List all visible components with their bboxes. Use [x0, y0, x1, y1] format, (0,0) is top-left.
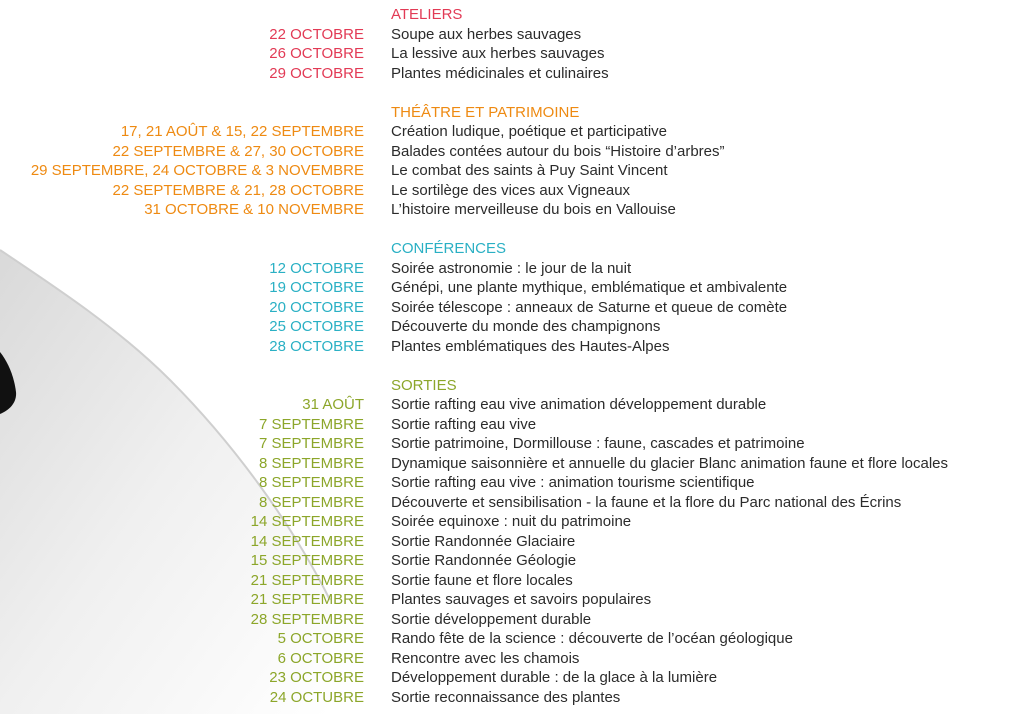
section-sorties: [0, 376, 1024, 708]
event-row: [0, 688, 1024, 708]
event-label: Sortie rafting eau vive : animation tourisme scientifique: [391, 474, 755, 491]
event-date: 15 SEPTEMBRE: [250, 552, 364, 569]
event-row: [0, 434, 1024, 454]
event-date: 28 SEPTEMBRE: [250, 610, 364, 628]
column-gap: [364, 64, 391, 84]
event-date: 29 SEPTEMBRE, 24 OCTOBRE & 3 NOVEMBRE: [30, 162, 364, 179]
event-date: 17, 21 AOÛT & 15, 22 SEPTEMBRE: [120, 123, 364, 140]
event-label: Soupe aux herbes sauvages: [391, 25, 582, 43]
column-gap: [364, 181, 391, 201]
event-label: Sortie Randonnée Géologie: [391, 552, 577, 569]
event-row: [0, 629, 1024, 649]
event-date: 29 OCTOBRE: [269, 64, 364, 82]
column-gap: [364, 454, 391, 474]
event-row: [0, 181, 1024, 201]
section-heading: ATELIERS: [391, 6, 463, 23]
event-row: [0, 493, 1024, 513]
column-gap: [364, 142, 391, 162]
column-gap: [364, 44, 391, 64]
column-gap: [364, 571, 391, 591]
event-label: Sortie rafting eau vive: [391, 415, 537, 433]
event-date: 22 SEPTEMBRE & 27, 30 OCTOBRE: [112, 142, 364, 160]
column-gap: [364, 200, 391, 220]
event-row: [0, 571, 1024, 591]
event-row: [0, 454, 1024, 474]
column-gap: [364, 259, 391, 279]
event-date: 12 OCTOBRE: [269, 259, 364, 277]
column-gap: [364, 493, 391, 513]
event-label: Sortie Randonnée Glaciaire: [391, 532, 576, 550]
event-date: 19 OCTOBRE: [269, 279, 364, 296]
event-label: Balades contées autour du bois “Histoire d’arbres”: [391, 142, 725, 160]
section-heading: SORTIES: [391, 376, 457, 394]
event-row: [0, 551, 1024, 571]
event-date: 20 OCTOBRE: [269, 298, 364, 316]
event-label: Le sortilège des vices aux Vigneaux: [391, 181, 631, 199]
event-label: L’histoire merveilleuse du bois en Vallouise: [391, 201, 676, 218]
section-theatre: [0, 103, 1024, 220]
section-heading: CONFÉRENCES: [391, 240, 507, 257]
column-gap: [364, 415, 391, 435]
event-row: [0, 649, 1024, 669]
event-date: 24 OCTUBRE: [269, 688, 364, 706]
column-gap: [364, 337, 391, 357]
event-date: 7 SEPTEMBRE: [258, 435, 364, 452]
event-label: La lessive aux herbes sauvages: [391, 45, 605, 62]
event-date: 8 SEPTEMBRE: [258, 493, 364, 511]
event-row: [0, 200, 1024, 220]
event-row: [0, 64, 1024, 84]
event-label: Le combat des saints à Puy Saint Vincent: [391, 162, 668, 179]
column-gap: [364, 317, 391, 337]
event-row: [0, 337, 1024, 357]
event-row: [0, 532, 1024, 552]
column-gap: [364, 610, 391, 630]
event-label: Rencontre avec les chamois: [391, 649, 580, 667]
event-label: Découverte et sensibilisation - la faune et la flore du Parc national des Écrins: [391, 493, 902, 511]
event-date: 5 OCTOBRE: [277, 630, 364, 647]
column-gap: [364, 688, 391, 708]
event-date: 31 OCTOBRE & 10 NOVEMBRE: [144, 201, 364, 218]
event-row: [0, 259, 1024, 279]
column-gap: [364, 122, 391, 142]
event-program: [0, 5, 1024, 727]
event-label: Soirée astronomie : le jour de la nuit: [391, 259, 632, 277]
column-gap: [364, 161, 391, 181]
column-gap: [364, 434, 391, 454]
event-row: [0, 512, 1024, 532]
event-row: [0, 610, 1024, 630]
event-label: Sortie patrimoine, Dormillouse : faune, cascades et patrimoine: [391, 435, 805, 452]
event-date: 23 OCTOBRE: [269, 669, 364, 686]
event-row: [0, 415, 1024, 435]
event-date: 8 SEPTEMBRE: [258, 454, 364, 472]
event-label: Rando fête de la science : découverte de l’océan géologique: [391, 630, 793, 647]
event-label: Sortie développement durable: [391, 610, 592, 628]
column-gap: [364, 473, 391, 493]
event-date: 14 SEPTEMBRE: [250, 532, 364, 550]
column-gap: [364, 649, 391, 669]
event-date: 25 OCTOBRE: [269, 318, 364, 335]
section-ateliers: [0, 5, 1024, 83]
event-date: 31 AOÛT: [302, 396, 364, 413]
event-row: [0, 668, 1024, 688]
section-heading: THÉÂTRE ET PATRIMOINE: [391, 103, 580, 121]
column-gap: [364, 395, 391, 415]
event-label: Soirée equinoxe : nuit du patrimoine: [391, 513, 632, 530]
column-gap: [364, 629, 391, 649]
event-row: [0, 161, 1024, 181]
event-date: 22 SEPTEMBRE & 21, 28 OCTOBRE: [112, 181, 364, 199]
event-row: [0, 44, 1024, 64]
column-gap: [364, 551, 391, 571]
event-row: [0, 395, 1024, 415]
event-label: Soirée télescope : anneaux de Saturne et queue de comète: [391, 298, 788, 316]
event-label: Sortie rafting eau vive animation développement durable: [391, 396, 767, 413]
event-label: Plantes sauvages et savoirs populaires: [391, 591, 652, 608]
event-date: 28 OCTOBRE: [269, 337, 364, 355]
event-date: 8 SEPTEMBRE: [258, 474, 364, 491]
event-date: 21 SEPTEMBRE: [250, 591, 364, 608]
event-date: 14 SEPTEMBRE: [250, 513, 364, 530]
event-label: Sortie reconnaissance des plantes: [391, 688, 621, 706]
column-gap: [364, 512, 391, 532]
event-row: [0, 298, 1024, 318]
event-date: 26 OCTOBRE: [269, 45, 364, 62]
event-label: Développement durable : de la glace à la lumière: [391, 669, 718, 686]
column-gap: [364, 668, 391, 688]
event-label: Plantes médicinales et culinaires: [391, 64, 609, 82]
event-label: Découverte du monde des champignons: [391, 318, 661, 335]
event-row: [0, 590, 1024, 610]
section-conferences: [0, 239, 1024, 356]
column-gap: [364, 532, 391, 552]
column-gap: [364, 278, 391, 298]
column-gap: [364, 25, 391, 45]
event-row: [0, 122, 1024, 142]
event-label: Plantes emblématiques des Hautes-Alpes: [391, 337, 670, 355]
event-date: 7 SEPTEMBRE: [258, 415, 364, 433]
column-gap: [364, 590, 391, 610]
event-label: Génépi, une plante mythique, emblématique et ambivalente: [391, 279, 788, 296]
event-row: [0, 473, 1024, 493]
event-date: 6 OCTOBRE: [277, 649, 364, 667]
event-row: [0, 25, 1024, 45]
event-date: 22 OCTOBRE: [269, 25, 364, 43]
event-date: 21 SEPTEMBRE: [250, 571, 364, 589]
event-row: [0, 142, 1024, 162]
column-gap: [364, 298, 391, 318]
event-row: [0, 278, 1024, 298]
event-label: Sortie faune et flore locales: [391, 571, 573, 589]
event-label: Création ludique, poétique et participative: [391, 123, 668, 140]
event-row: [0, 317, 1024, 337]
event-label: Dynamique saisonnière et annuelle du glacier Blanc animation faune et flore locales: [391, 454, 949, 472]
